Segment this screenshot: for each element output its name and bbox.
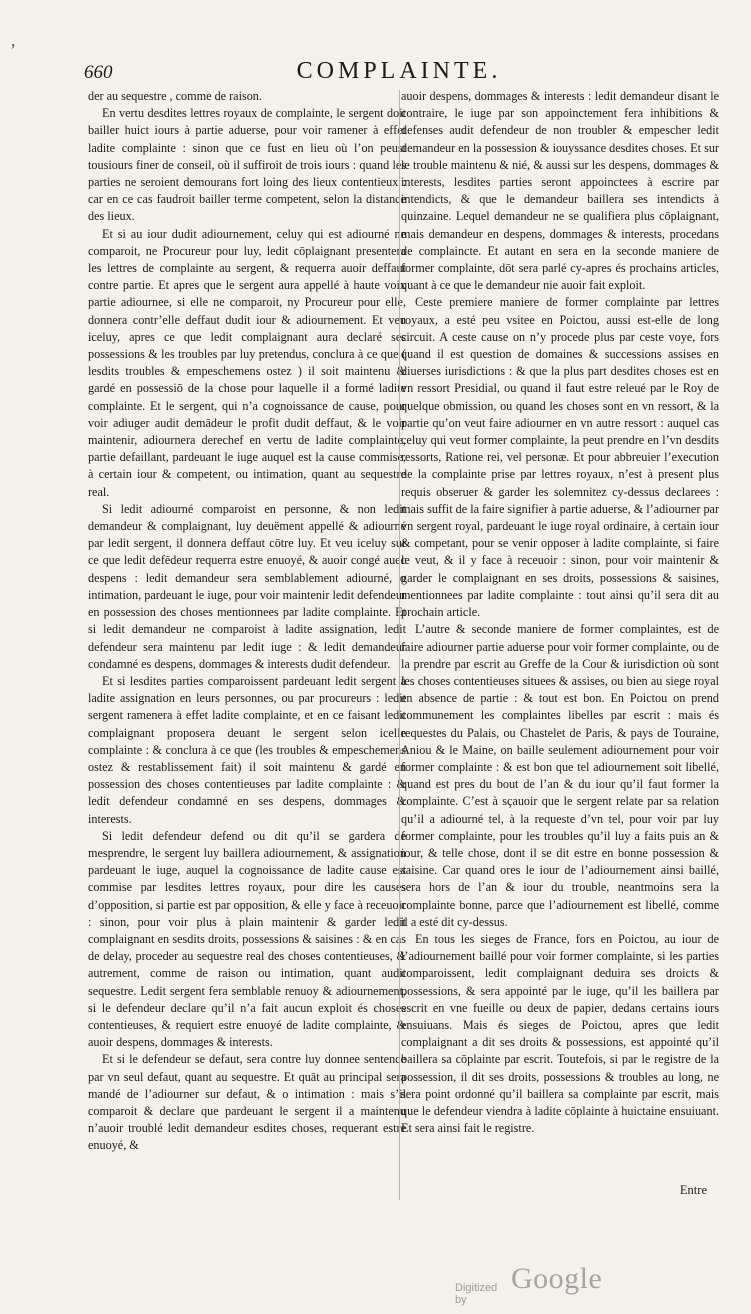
paragraph: der au sequestre , comme de raison.: [88, 89, 262, 103]
paragraph: Et si le defendeur se defaut, sera contre luy donnee sentence par vn seul defaut, quant au sequestre. Et quāt au principal sera mandé de l’adiourner sur defaut, & o intimation : mais s’il comparoit & declare que pardeuant le sergent il a maintenu n’auoir troublé ledit demandeur esdites choses, requerant estre enuoyé, &: [88, 1052, 406, 1153]
right-column: [401, 88, 719, 1137]
paragraph: Et si lesdites parties comparoissent pardeuant ledit sergent à ladite assignation en leurs personnes, ou par procureurs : ledit sergent ramenera à effet ladite complainte, et en ce faisant ledit complaignant proposera deuant le sergent selon icelle complainte : & conclura à ce que (les troubles & empeschemens ostez & restablissement fait) il soit maintenu & gardé en possession des choses contentieuses par ladite complainte : & ledit defendeur condamné en ses despens, dommages & interests.: [88, 673, 406, 826]
catchword: Entre: [679, 1183, 707, 1197]
paragraph: En tous les sieges de France, fors en Poictou, au iour de l’adiournement baillé pour voir former complainte, si les parties comparoissent, ledit complaignant deduira ses droicts & possessions, & sera appointé par le iuge, qu’il les baillera par escrit en vne fueille ou deux de papier, dedans certains iours ensuiuans. Mais és sieges de Poictou, apres que ledit complaignant a dit ses droits & possessions, est appointé qu’il baillera sa cōplainte par escrit. Toutefois, si par le registre de la possession, il dit ses droits, possessions & troubles au long, ne sera point ordonné qu’il baillera sa complainte par escrit, mais que le defendeur viendra à ladite cōplainte à huictaine ensuiuant. Et sera ainsi fait le registre.: [401, 931, 719, 1136]
running-title: COMPLAINTE.: [296, 58, 502, 84]
margin-mark: ’: [10, 40, 16, 60]
paragraph: L’autre & seconde maniere de former complaintes, est de faire adiourner partie aduerse pour voir former complainte, ou de la prendre par escrit au Greffe de la Cour & iurisdiction où sont les choses contentieuses situees & assises, ou bien au siege royal en absence de partie : & tout est bon. En Poictou on prend communement les complaintes libelles par escrit : mais és requestes du Palais, ou Chastelet de Paris, & pays de Touraine, Aniou & le Maine, on baille seulement adiournement pour voir former complainte : & est bon que tel adiournement soit libellé, quand est pres du bout de l’an & du iour qu’il faut former la complainte. C’est à sçauoir que le sergent relate par sa relation qu’il a adiourné tel, à la requeste d’vn tel, pour voir par luy former complainte, pour les troubles qu’il luy a faits puis an & iour, & telle chose, dont il se dit estre en bonne possession & saisine. Car quand ores le iour de l’adiournement ainsi baillé, sera hors de l’an & iour du trouble, neantmoins sera la complainte bonne, parce que l’adiournement est libellé, comme il a esté dit cy-dessus.: [401, 622, 719, 929]
page-header: [84, 58, 714, 88]
paragraph: Et si au iour dudit adiournement, celuy qui est adiourné ne comparoit, ne Procureur pour luy, ledit cōplaignant presentera les lettres de complainte au sergent, & requerra auoir deffaut contre partie. Et apres que le sergent aura appellé à haute voix partie adiournee, si elle ne comparoit, ny Procureur pour elle, donnera contr’elle deffaut dudit iour & adiournement. Et veu iceluy, apres ce que ledit complaignant aura declaré ses possessions & les troubles par luy pretendus, conclura à ce que ( lesdits troubles & empeschemens ostez ) il soit maintenu & gardé en possessiō de la chose pour laquelle il a formé ladite complainte. Et le sergent, qui n’a cognoissance de cause, pour voir adiuger audit demādeur le profit dudit deffaut, & le voir maintenir, adiournera derechef en vertu de ladite complainte, partie defaillant, pardeuant le iuge auquel est la cause commise, à certain iour & competent, ou intimation, quant au sequestre real.: [88, 226, 406, 499]
page-number: 660: [84, 62, 113, 83]
paragraph: Si ledit adiourné comparoist en personne, & non ledit demandeur & complaignant, luy deuëment appellé & adiourné par ledit sergent, il donnera deffaut cōtre luy. Et veu iceluy sur ce que ledit defēdeur requerra estre enuoyé, & auoir congé auec despens : ledit demandeur sera semblablement adiourné, o intimation, pardeuant le iuge, pour voir maintenir ledit defendeur en possession des choses mentionnees par ladite complainte. Et si ledit demandeur ne comparoist à ladite assignation, ledit defendeur sera maintenu par ledit iuge : & ledit demandeur condamné es despens, dommages & interests dudit defendeur.: [88, 501, 406, 671]
paragraph: auoir despens, dommages & interests : ledit demandeur disant le contraire, le iuge par son appoinctement fera inhibitions & defenses audit defendeur de non troubler & empescher ledit demandeur en la possession & iouyssance desdites choses. Et sur le trouble maintenu & nié, & aussi sur les despens, dommages & interests, lesdites parties seront appoinctees à escrire par intendicts, & que le demandeur baillera ses intendicts à quinzaine. Lequel demandeur ne se qualifiera plus cōplaignant, mais demandeur en despens, dommages & interests, procedans de complaincte. Et autant en sera en la seconde maniere de former complainte, dōt sera parlé cy-apres és prochains articles, quant à ce que le demandeur nie auoir fait exploit.: [401, 89, 719, 293]
column-divider: [399, 90, 400, 1200]
paragraph: Ceste premiere maniere de former complainte par lettres royaux, a esté peu vsitee en Poictou, aussi est-elle de long circuit. A ceste cause on n’y procede plus par ceste voye, fors quand il est question de domaines & successions assises en diuerses iurisdictions : & que la plus part desdites choses est en vn ressort Presidial, ou quand il faut estre releué par le Roy de quelque obmission, ou quand les choses sont en vn ressort, & la partie qu’on veut faire adiourner en vn autre ressort : auquel cas celuy qui veut former complainte, la peut prendre en l’vn desdits ressorts, Ratione rei, vel personæ. Et pour abbreuier l’execution de la complainte prise par lettres royaux, n’est à present plus requis obseruer & garder les solemnitez cy-dessus declarees : mais suffit de la faire signifier à partie aduerse, & l’adiourner par vn sergent royal, pardeuant le iuge royal ordinaire, à certain iour & competant, pour se venir opposer à ladite complainte, si faire le veut, & il y face à receuoir : sinon, pour voir maintenir & garder le complaignant en ses droits, possessions & saisines, mentionnees par ladite complainte : tout ainsi qu’il sera dit au prochain article.: [401, 295, 719, 620]
watermark-prefix: Digitized by: [455, 1282, 498, 1306]
paragraph: En vertu desdites lettres royaux de complainte, le sergent doit bailler huict iours à partie aduerse, pour voir ramener à effet ladite complainte : sinon que ce fust en lieu où l’on peust tousiours finer de conseil, où il suffiroit de trois iours : quand les parties ne seroient demourans fort loing des lieux contentieux : car en ce cas faudroit bailler terme competent, selon la distance des lieux.: [88, 106, 406, 224]
left-column: [88, 88, 406, 1155]
paragraph: Si ledit defendeur defend ou dit qu’il se gardera de mesprendre, le sergent luy baillera adiournement, & assignation pardeuant le iuge, auquel la cognoissance de ladite cause est commise par lesdites lettres royaux, pour dire les causes d’opposition, si partie est par opposition, & elle y face à receuoir : sinon, pour voir plus à plain maintenir & garder ledit complaignant en sesdits droits, possessions & saisines : & en cas de delay, proceder au sequestre real des choses contentieuses, & autrement, comme de raison ou intimation, quant audit sequestre. Ledit sergent fera semblable renuoy & adiournement, si le defendeur declare qu’il n’a fait aucun exploit és choses contentieuses, & requiert estre enuoyé de ladite complainte, & auoir despens, dommages & interests.: [88, 828, 406, 1050]
google-logo: Google: [511, 1262, 603, 1295]
